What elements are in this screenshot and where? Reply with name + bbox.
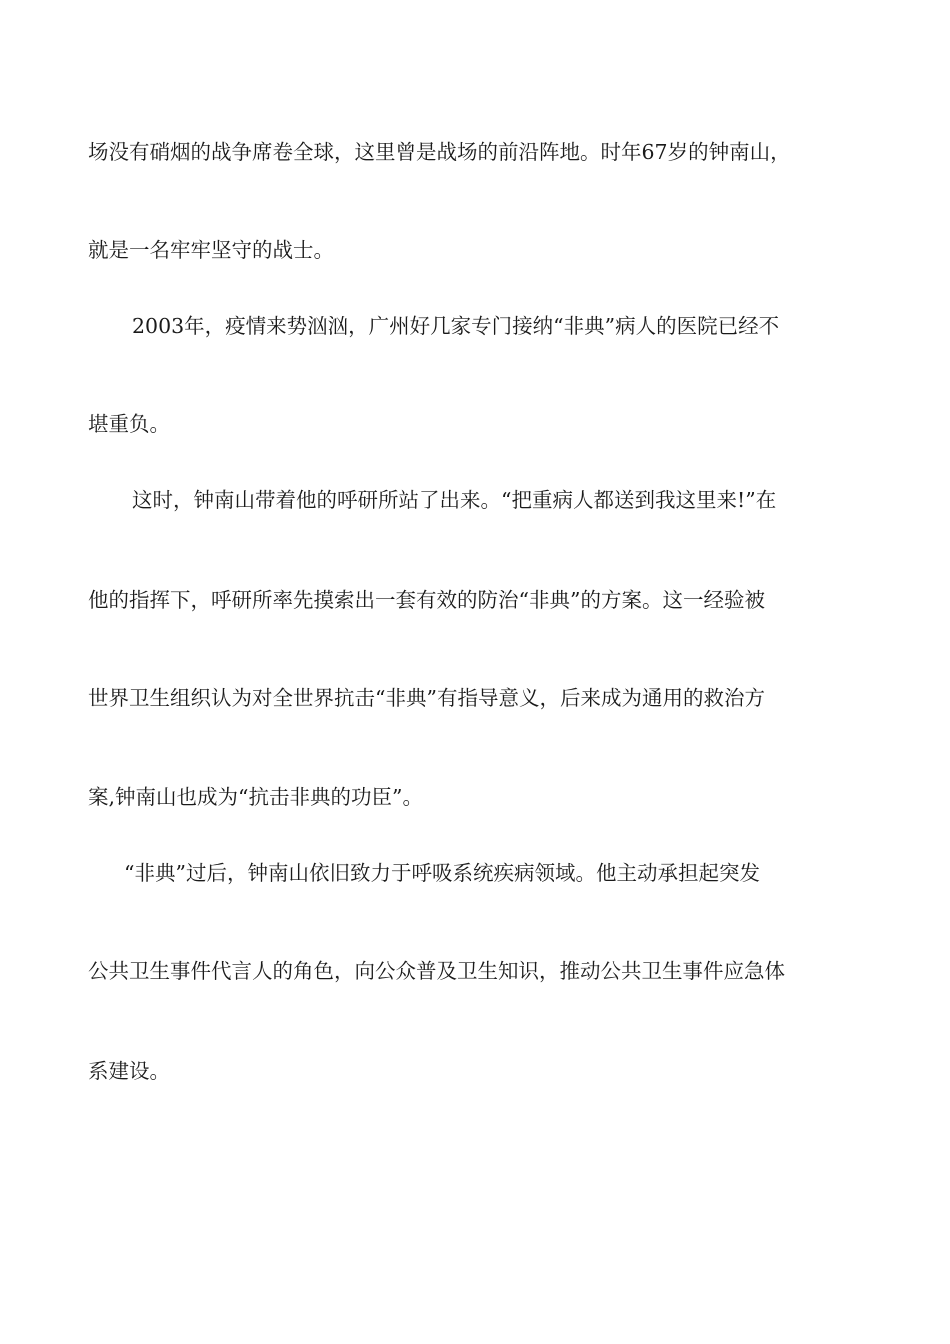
- text-line-6: 他的指挥下，呼研所率先摸索出一套有效的防治“非典”的方案。这一经验被: [88, 588, 765, 612]
- paragraph-start-line-9: “非典”过后，钟南山依旧致力于呼吸系统疾病领域。他主动承担起突发: [124, 861, 760, 885]
- text-line-10: 公共卫生事件代言人的角色，向公众普及卫生知识，推动公共卫生事件应急体: [88, 959, 785, 983]
- text-line-1: 场没有硝烟的战争席卷全球，这里曾是战场的前沿阵地。时年67岁的钟南山，: [88, 140, 791, 164]
- text-line-11: 系建设。: [88, 1059, 170, 1083]
- text-line-7: 世界卫生组织认为对全世界抗击“非典”有指导意义，后来成为通用的救治方: [88, 686, 765, 710]
- text-line-2: 就是一名牢牢坚守的战士。: [88, 238, 334, 262]
- text-line-8: 案,钟南山也成为“抗击非典的功臣”。: [88, 785, 423, 809]
- paragraph-start-line-3: 2003年，疫情来势汹汹，广州好几家专门接纳“非典”病人的医院已经不: [132, 314, 780, 338]
- paragraph-start-line-5: 这时，钟南山带着他的呼研所站了出来。“把重病人都送到我这里来!”在: [132, 488, 777, 512]
- text-line-4: 堪重负。: [88, 412, 170, 436]
